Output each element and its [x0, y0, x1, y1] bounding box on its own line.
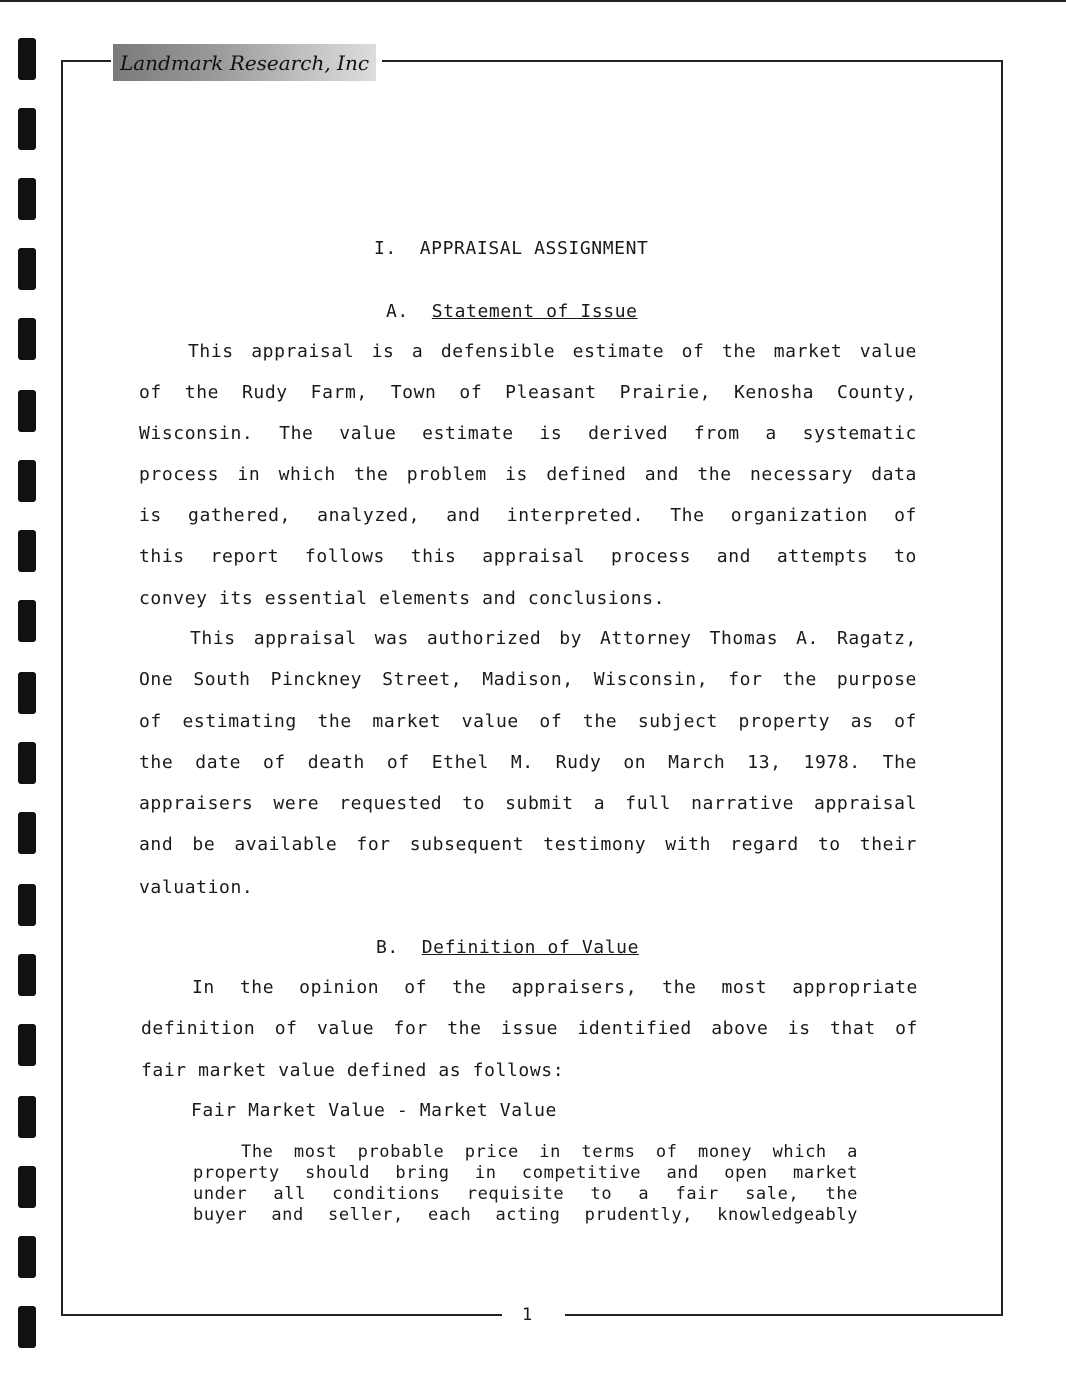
subsection-a-title: Statement of Issue: [431, 301, 638, 322]
subsection-b-letter: B.: [376, 937, 399, 958]
paragraph-line: One South Pinckney Street, Madison, Wisconsin, for the purpose: [139, 669, 917, 690]
binding-hole: [18, 884, 36, 926]
section-numeral: I.: [374, 238, 397, 259]
frame-border: [61, 60, 111, 62]
frame-border: [61, 60, 63, 1315]
paragraph-line: In the opinion of the appraisers, the most appropriate: [192, 977, 918, 998]
binding-hole: [18, 178, 36, 220]
definition-heading: Fair Market Value - Market Value: [191, 1100, 557, 1121]
binding-hole: [18, 672, 36, 714]
binding-hole: [18, 108, 36, 150]
top-edge-line: [0, 0, 1066, 2]
binding-hole: [18, 1096, 36, 1138]
binding-hole: [18, 812, 36, 854]
paragraph-line: of estimating the market value of the subject property as of: [139, 711, 917, 732]
subsection-a-heading: [386, 301, 638, 323]
binding-hole: [18, 1024, 36, 1066]
page-number: 1: [522, 1305, 533, 1325]
frame-border: [1001, 60, 1003, 1315]
quote-line: The most probable price in terms of money which a: [241, 1142, 858, 1162]
frame-border: [382, 60, 1003, 62]
paragraph-line: Wisconsin. The value estimate is derived from a systematic: [139, 423, 917, 444]
binding-hole: [18, 390, 36, 432]
paragraph-line: fair market value defined as follows:: [141, 1060, 565, 1081]
paragraph-line: valuation.: [139, 877, 254, 898]
binding-hole: [18, 248, 36, 290]
subsection-b-title: Definition of Value: [421, 937, 640, 958]
paragraph-line: This appraisal is a defensible estimate of the market value: [188, 341, 917, 362]
quote-line: property should bring in competitive and open market: [193, 1163, 858, 1183]
paragraph-line: process in which the problem is defined and the necessary data: [139, 464, 917, 485]
binding-hole: [18, 530, 36, 572]
frame-border: [61, 1314, 502, 1316]
paragraph-line: of the Rudy Farm, Town of Pleasant Prairie, Kenosha County,: [139, 382, 917, 403]
paragraph-line: the date of death of Ethel M. Rudy on March 13, 1978. The: [139, 752, 917, 773]
paragraph-line: convey its essential elements and conclusions.: [139, 588, 666, 609]
paragraph-line: and be available for subsequent testimony with regard to their: [139, 834, 917, 855]
binding-hole: [18, 318, 36, 360]
section-title: APPRAISAL ASSIGNMENT: [419, 238, 649, 259]
binding-hole: [18, 1166, 36, 1208]
binding-hole: [18, 460, 36, 502]
paragraph-line: is gathered, analyzed, and interpreted. The organization of: [139, 505, 917, 526]
paragraph-line: appraisers were requested to submit a full narrative appraisal: [139, 793, 917, 814]
company-logo: [113, 44, 376, 81]
subsection-a-letter: A.: [386, 301, 409, 322]
paragraph-line: This appraisal was authorized by Attorney Thomas A. Ragatz,: [190, 628, 917, 649]
binding-hole: [18, 1306, 36, 1348]
binding-hole: [18, 954, 36, 996]
section-heading: [374, 238, 649, 260]
quote-line: under all conditions requisite to a fair sale, the: [193, 1184, 858, 1204]
frame-border: [565, 1314, 1003, 1316]
binding-hole: [18, 1236, 36, 1278]
binding-hole: [18, 742, 36, 784]
quote-line: buyer and seller, each acting prudently, knowledgeably: [193, 1205, 858, 1225]
logo-text: Landmark Research, Inc: [119, 50, 370, 75]
subsection-b-heading: [376, 937, 639, 959]
paragraph-line: definition of value for the issue identified above is that of: [141, 1018, 918, 1039]
binding-hole: [18, 600, 36, 642]
binding-hole: [18, 38, 36, 80]
paragraph-line: this report follows this appraisal process and attempts to: [139, 546, 917, 567]
